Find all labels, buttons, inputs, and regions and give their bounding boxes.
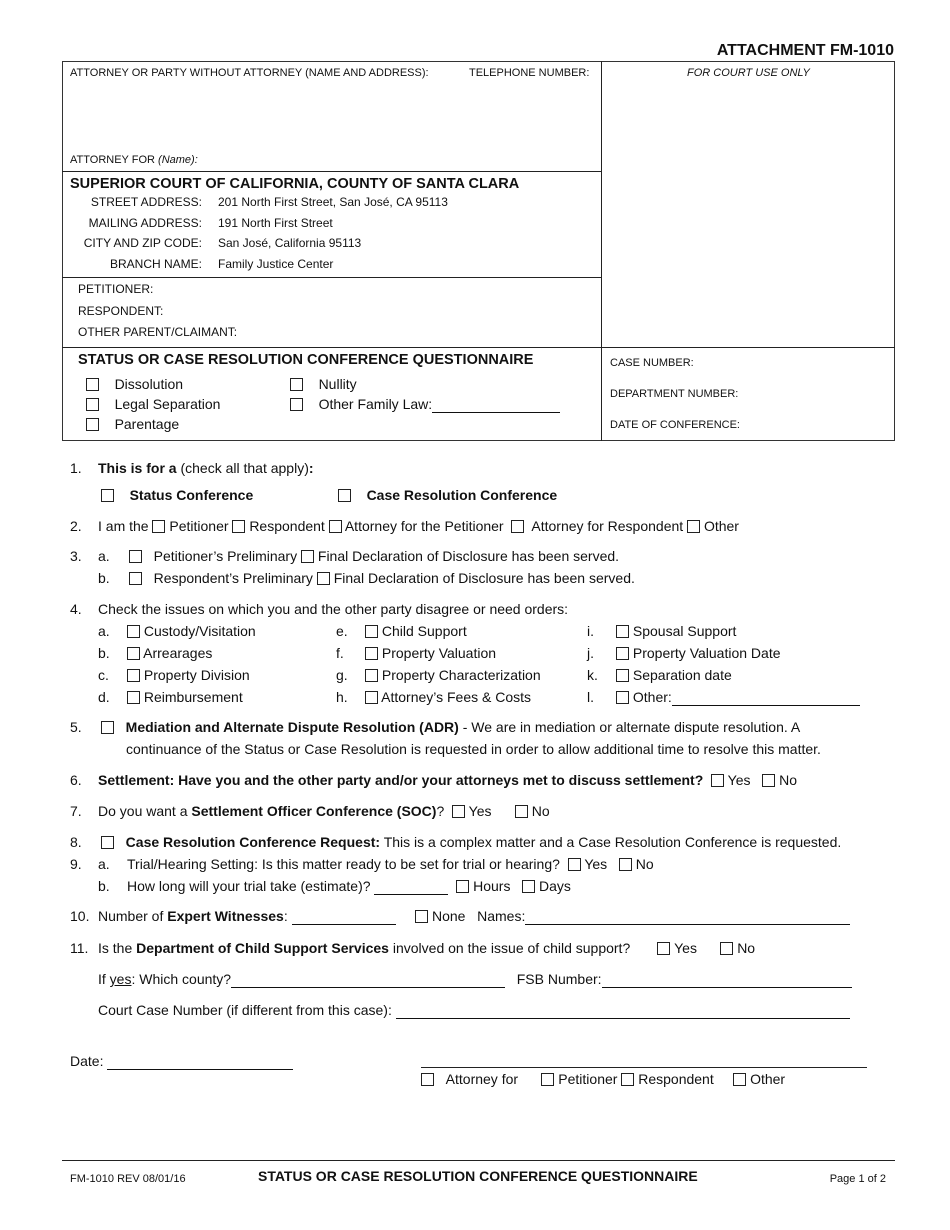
trial-yes-checkbox[interactable] <box>568 858 581 871</box>
separation-date-checkbox[interactable] <box>616 669 629 682</box>
item-number: 2. <box>70 518 82 534</box>
spousal-support-checkbox[interactable] <box>616 625 629 638</box>
court-use-label: FOR COURT USE ONLY <box>687 67 810 79</box>
fsb-number-field[interactable] <box>602 987 852 988</box>
date-field[interactable] <box>107 1069 293 1070</box>
trial-no-checkbox[interactable] <box>619 858 632 871</box>
caption-box <box>62 61 895 441</box>
soc-no-checkbox[interactable] <box>515 805 528 818</box>
other-checkbox[interactable] <box>687 520 700 533</box>
footer-rule <box>62 1160 895 1161</box>
valuation-date-option: Property Valuation Date <box>616 644 781 662</box>
settlement-yes-checkbox[interactable] <box>711 774 724 787</box>
sig-attorney-checkbox[interactable] <box>421 1073 434 1086</box>
item-number: 4. <box>70 601 82 617</box>
respondent-preliminary-checkbox[interactable] <box>129 572 142 585</box>
property-division-checkbox[interactable] <box>127 669 140 682</box>
letter: g. <box>336 667 348 683</box>
property-characterization-checkbox[interactable] <box>365 669 378 682</box>
q11-row: Is the Department of Child Support Services involved on the issue of child support? Yes No <box>98 940 756 956</box>
q2-row: I am the Petitioner Respondent Attorney for the Petitioner Attorney for Respondent Other <box>98 518 739 534</box>
letter: d. <box>98 689 110 705</box>
soc-yes-checkbox[interactable] <box>452 805 465 818</box>
property-valuation-checkbox[interactable] <box>365 647 378 660</box>
signature-role-row: Attorney for Petitioner Respondent Other <box>421 1070 785 1088</box>
footer-form-id: FM-1010 REV 08/01/16 <box>70 1173 186 1185</box>
issue-other-checkbox[interactable] <box>616 691 629 704</box>
crc-checkbox[interactable] <box>338 489 351 502</box>
letter: b. <box>98 878 110 894</box>
property-characterization-option: Property Characterization <box>365 666 541 684</box>
petitioner-preliminary-checkbox[interactable] <box>129 550 142 563</box>
item-number: 1. <box>70 460 82 476</box>
q3b-row: Respondent’s Preliminary Final Declaration of Disclosure has been served. <box>129 569 635 587</box>
letter: i. <box>587 623 594 639</box>
footer-title: STATUS OR CASE RESOLUTION CONFERENCE QUESTIONNAIRE <box>258 1168 698 1184</box>
q5-line1: Mediation and Alternate Dispute Resolution (ADR) - We are in mediation or alternate dispute resolution. A <box>101 718 800 736</box>
crc-option: Case Resolution Conference <box>338 486 557 504</box>
child-support-checkbox[interactable] <box>365 625 378 638</box>
letter: l. <box>587 689 594 705</box>
status-conference-option: Status Conference <box>101 486 253 504</box>
letter: b. <box>98 570 110 586</box>
case-type-other-family-law: Other Family Law: <box>290 395 560 413</box>
branch-value: Family Justice Center <box>218 257 334 271</box>
street-label: STREET ADDRESS: <box>90 195 202 209</box>
q7-row: Do you want a Settlement Officer Conference (SOC)? Yes No <box>98 803 550 819</box>
respondent-final-checkbox[interactable] <box>317 572 330 585</box>
sig-respondent-checkbox[interactable] <box>621 1073 634 1086</box>
case-type-dissolution: Dissolution <box>86 375 183 393</box>
city-label: CITY AND ZIP CODE: <box>83 236 202 250</box>
item-number: 9. <box>70 856 82 872</box>
expert-count-field[interactable] <box>292 924 396 925</box>
telephone-label: TELEPHONE NUMBER: <box>469 67 590 79</box>
attorney-for-label: ATTORNEY FOR (Name): <box>70 154 198 166</box>
q8-row: Case Resolution Conference Request: This is a complex matter and a Case Resolution Conference is requested. <box>101 833 841 851</box>
if-yes-row: If yes: Which county? FSB Number: <box>98 970 852 988</box>
attachment-title: ATTACHMENT FM-1010 <box>716 42 894 59</box>
crc-request-checkbox[interactable] <box>101 836 114 849</box>
dcss-yes-checkbox[interactable] <box>657 942 670 955</box>
valuation-date-checkbox[interactable] <box>616 647 629 660</box>
property-valuation-option: Property Valuation <box>365 644 496 662</box>
case-type-nullity: Nullity <box>290 375 357 393</box>
attorney-respondent-checkbox[interactable] <box>511 520 524 533</box>
letter: h. <box>336 689 348 705</box>
form-title: STATUS OR CASE RESOLUTION CONFERENCE QUESTIONNAIRE <box>78 352 534 368</box>
sig-petitioner-checkbox[interactable] <box>541 1073 554 1086</box>
court-case-field[interactable] <box>396 1018 850 1019</box>
respondent-label: RESPONDENT: <box>78 304 164 318</box>
petitioner-final-checkbox[interactable] <box>301 550 314 563</box>
other-family-law-field[interactable] <box>432 412 560 413</box>
divider <box>62 277 602 278</box>
mailing-value: 191 North First Street <box>218 216 333 230</box>
petitioner-checkbox[interactable] <box>152 520 165 533</box>
mediation-checkbox[interactable] <box>101 721 114 734</box>
city-value: San José, California 95113 <box>218 236 362 250</box>
q6-row: Settlement: Have you and the other party and/or your attorneys met to discuss settlement? Yes No <box>98 772 797 788</box>
q9a-row: Trial/Hearing Setting: Is this matter ready to be set for trial or hearing? Yes No <box>127 856 654 872</box>
none-checkbox[interactable] <box>415 910 428 923</box>
property-division-option: Property Division <box>127 666 250 684</box>
letter: k. <box>587 667 598 683</box>
case-type-parentage: Parentage <box>86 415 179 433</box>
reimbursement-option: Reimbursement <box>127 688 243 706</box>
attorney-label: ATTORNEY OR PARTY WITHOUT ATTORNEY (NAME AND ADDRESS): <box>70 67 429 79</box>
issue-other-field[interactable] <box>672 705 860 706</box>
letter: a. <box>98 548 110 564</box>
q10-row: Number of Expert Witnesses: None Names: <box>98 907 850 925</box>
days-checkbox[interactable] <box>522 880 535 893</box>
other-family-law-checkbox[interactable] <box>290 398 303 411</box>
arrearages-option: Arrearages <box>127 644 212 662</box>
letter: j. <box>587 645 594 661</box>
legal-separation-checkbox[interactable] <box>86 398 99 411</box>
date-row: Date: <box>70 1052 293 1070</box>
trial-length-field[interactable] <box>374 894 448 895</box>
custody-checkbox[interactable] <box>127 625 140 638</box>
case-type-legal-separation: Legal Separation <box>86 395 220 413</box>
signature-line[interactable] <box>421 1067 867 1068</box>
item-number: 8. <box>70 834 82 850</box>
footer-page: Page 1 of 2 <box>829 1173 886 1185</box>
respondent-checkbox[interactable] <box>232 520 245 533</box>
child-support-option: Child Support <box>365 622 467 640</box>
q3a-row: Petitioner’s Preliminary Final Declaration of Disclosure has been served. <box>129 547 619 565</box>
petitioner-label: PETITIONER: <box>78 282 154 296</box>
dcss-no-checkbox[interactable] <box>720 942 733 955</box>
attorney-fees-option: Attorney’s Fees & Costs <box>365 688 531 706</box>
letter: e. <box>336 623 348 639</box>
court-case-row: Court Case Number (if different from this case): <box>98 1001 850 1019</box>
attorney-fees-checkbox[interactable] <box>365 691 378 704</box>
nullity-checkbox[interactable] <box>290 378 303 391</box>
attorney-petitioner-checkbox[interactable] <box>329 520 342 533</box>
spousal-support-option: Spousal Support <box>616 622 736 640</box>
q5-line2: continuance of the Status or Case Resolution is requested in order to allow additional time to resolve this matter. <box>126 741 821 757</box>
case-number-label: CASE NUMBER: <box>610 357 694 369</box>
letter: b. <box>98 645 110 661</box>
item-number: 3. <box>70 548 82 564</box>
other-parent-label: OTHER PARENT/CLAIMANT: <box>78 325 238 339</box>
item-number: 10. <box>70 908 90 924</box>
sig-other-checkbox[interactable] <box>733 1073 746 1086</box>
q1-text: This is for a (check all that apply): <box>98 460 314 476</box>
mailing-label: MAILING ADDRESS: <box>88 216 202 230</box>
divider <box>62 171 602 172</box>
separation-date-option: Separation date <box>616 666 732 684</box>
issue-other-option: Other: <box>616 688 860 706</box>
county-field[interactable] <box>231 987 505 988</box>
custody-option: Custody/Visitation <box>127 622 256 640</box>
department-label: DEPARTMENT NUMBER: <box>610 388 739 400</box>
hours-checkbox[interactable] <box>456 880 469 893</box>
divider <box>62 347 895 348</box>
letter: a. <box>98 623 110 639</box>
item-number: 7. <box>70 803 82 819</box>
column-divider <box>601 61 602 441</box>
settlement-no-checkbox[interactable] <box>762 774 775 787</box>
item-number: 5. <box>70 719 82 735</box>
letter: a. <box>98 856 110 872</box>
expert-names-field[interactable] <box>525 924 850 925</box>
q4-lead: Check the issues on which you and the other party disagree or need orders: <box>98 601 569 617</box>
status-conference-checkbox[interactable] <box>101 489 114 502</box>
item-number: 6. <box>70 772 82 788</box>
street-value: 201 North First Street, San José, CA 95113 <box>218 195 448 209</box>
dissolution-checkbox[interactable] <box>86 378 99 391</box>
item-number: 11. <box>70 940 89 956</box>
letter: c. <box>98 667 109 683</box>
conference-date-label: DATE OF CONFERENCE: <box>610 419 740 431</box>
court-name: SUPERIOR COURT OF CALIFORNIA, COUNTY OF SANTA CLARA <box>70 176 520 192</box>
q9b-row: How long will your trial take (estimate)? Hours Days <box>127 878 571 894</box>
letter: f. <box>336 645 344 661</box>
arrearages-checkbox[interactable] <box>127 647 140 660</box>
branch-label: BRANCH NAME: <box>109 257 202 271</box>
parentage-checkbox[interactable] <box>86 418 99 431</box>
reimbursement-checkbox[interactable] <box>127 691 140 704</box>
